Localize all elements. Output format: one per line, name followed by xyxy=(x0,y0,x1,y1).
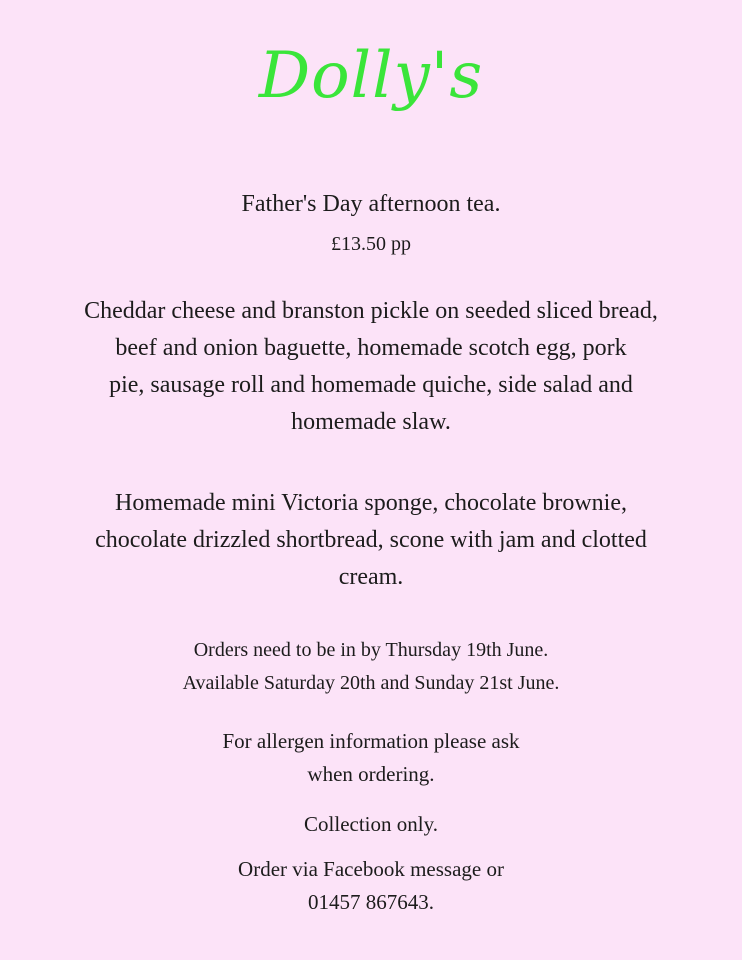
order-deadline: Orders need to be in by Thursday 19th June. xyxy=(193,639,549,661)
savoury-line: beef and onion baguette, homemade scotch egg, pork xyxy=(115,335,627,361)
allergen-line: when ordering. xyxy=(307,762,435,786)
savoury-line: Cheddar cheese and branston pickle on seeded sliced bread, xyxy=(84,298,658,324)
availability: Available Saturday 20th and Sunday 21st June. xyxy=(182,672,560,694)
price: £13.50 pp xyxy=(331,233,411,255)
contact-line: Order via Facebook message or xyxy=(238,857,504,881)
savoury-line: pie, sausage roll and homemade quiche, side salad and xyxy=(109,372,633,398)
savoury-line: homemade slaw. xyxy=(291,409,451,435)
allergen-line: For allergen information please ask xyxy=(222,729,520,753)
menu-title: Father's Day afternoon tea. xyxy=(241,191,501,217)
sweet-line: chocolate drizzled shortbread, scone with jam and clotted xyxy=(95,527,647,553)
collection-note: Collection only. xyxy=(304,812,438,836)
sweet-line: cream. xyxy=(338,564,404,590)
dollys-logo: Dolly's xyxy=(258,39,484,113)
phone-number: 01457 867643. xyxy=(308,890,434,914)
sweet-line: Homemade mini Victoria sponge, chocolate brownie, xyxy=(115,490,627,516)
